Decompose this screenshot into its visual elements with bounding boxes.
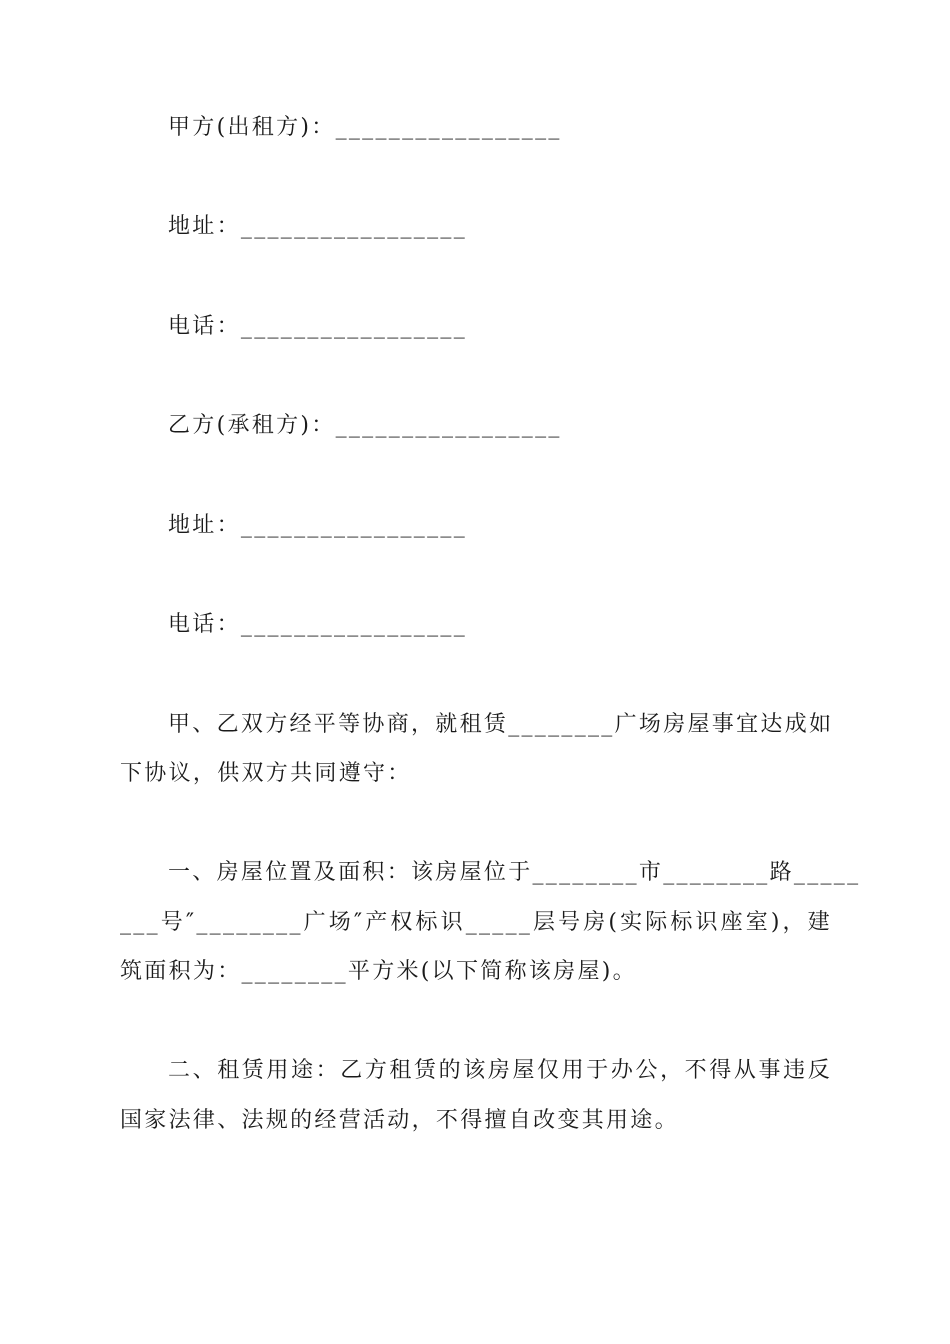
clause-1-line-2: ___号″________广场″产权标识_____层号房(实际标识座室)，建 [120, 910, 832, 935]
party-a-title: 甲方(出租方)：_________________ [168, 115, 562, 140]
party-b-phone: 电话：_________________ [168, 612, 467, 637]
clause-2-line-2: 国家法律、法规的经营活动，不得擅自改变其用途。 [120, 1108, 679, 1133]
party-a-phone: 电话：_________________ [168, 314, 467, 339]
party-b-title: 乙方(承租方)：_________________ [168, 413, 562, 438]
party-a-address: 地址：_________________ [168, 214, 467, 239]
preamble-line-2: 下协议，供双方共同遵守： [120, 761, 412, 786]
clause-1-line-3: 筑面积为：________平方米(以下简称该房屋)。 [120, 959, 637, 984]
preamble-line-1: 甲、乙双方经平等协商，就租赁________广场房屋事宜达成如 [168, 712, 834, 737]
clause-1-line-1: 一、房屋位置及面积：该房屋位于________市________路_____ [168, 860, 861, 885]
clause-2-line-1: 二、租赁用途：乙方租赁的该房屋仅用于办公，不得从事违反 [168, 1058, 832, 1083]
party-b-address: 地址：_________________ [168, 513, 467, 538]
